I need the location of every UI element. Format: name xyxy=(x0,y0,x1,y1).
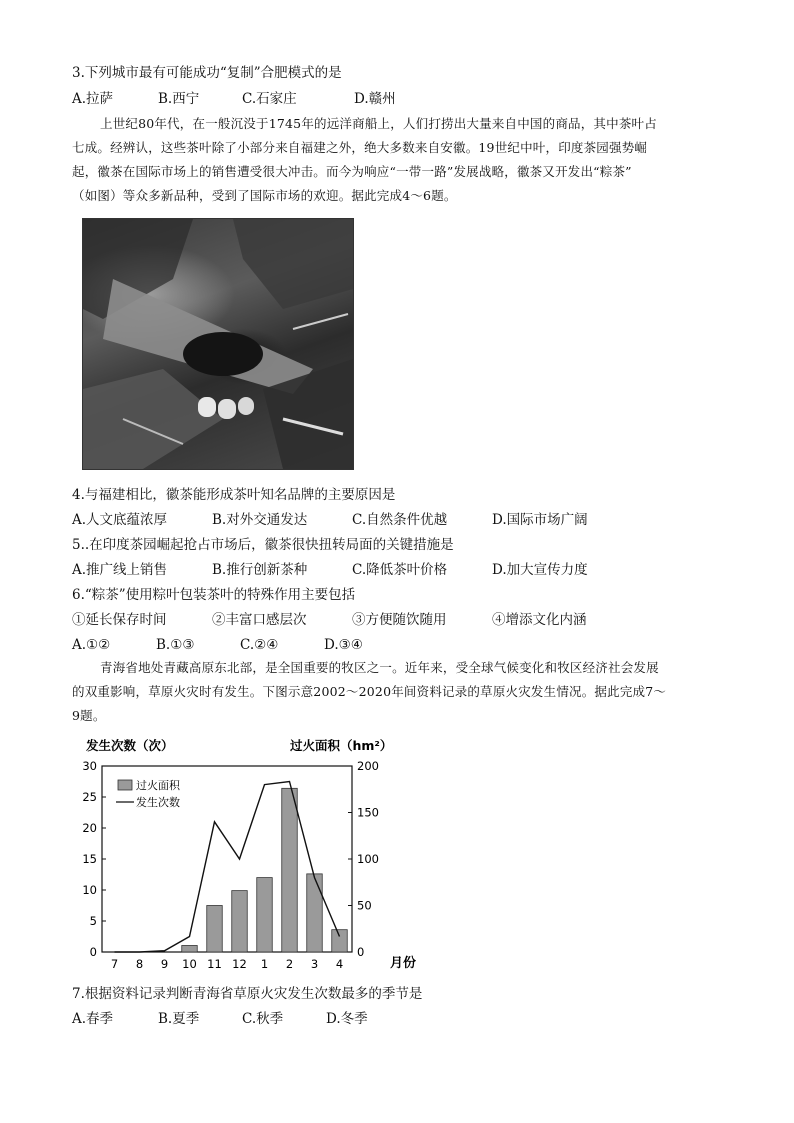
q6-item-4: ④增添文化内涵 xyxy=(492,612,587,628)
passage-qinghai-line-1: 青海省地处青藏高原东北部，是全国重要的牧区之一。近年来，受全球气候变化和牧区经济社会发展 xyxy=(100,660,659,675)
right-tick-label: 150 xyxy=(357,805,379,820)
passage-qinghai-line-3: 9题。 xyxy=(72,708,106,723)
fire-chart xyxy=(72,734,432,974)
q6-options xyxy=(72,636,363,654)
q4-option-d: D.国际市场广阔 xyxy=(492,512,588,528)
zong-tea-photo xyxy=(82,218,354,470)
bar-burned-area xyxy=(332,930,348,952)
x-tick-label: 9 xyxy=(160,957,169,971)
q6-item-1: ①延长保存时间 xyxy=(72,612,167,628)
q3-option-d: D.赣州 xyxy=(354,91,396,107)
passage-tea-line-1: 上世纪80年代，在一般沉没于1745年的远洋商船上，人们打捞出大量来自中国的商品，其中茶叶占 xyxy=(100,116,657,131)
q4-option-b: B.对外交通发达 xyxy=(212,512,308,528)
q7-option-b: B.夏季 xyxy=(158,1011,200,1027)
q5-stem: 5..在印度茶园崛起抢占市场后，徽茶很快扭转局面的关键措施是 xyxy=(72,537,454,553)
q3-options xyxy=(72,90,396,108)
right-axis-title: 过火面积（hm²） xyxy=(290,738,393,753)
left-tick-label: 30 xyxy=(82,759,97,773)
right-tick-label: 100 xyxy=(357,852,379,866)
x-tick-label: 2 xyxy=(285,957,294,971)
q4-option-c: C.自然条件优越 xyxy=(352,512,448,528)
bar-burned-area xyxy=(282,788,298,952)
q5-option-c: C.降低茶叶价格 xyxy=(352,562,448,578)
chart-bars xyxy=(182,788,348,952)
q7-option-a: A.春季 xyxy=(72,1011,114,1027)
passage-tea-line-4: （如图）等众多新品种，受到了国际市场的欢迎。据此完成4～6题。 xyxy=(72,188,457,203)
x-tick-label: 1 xyxy=(260,957,269,971)
q7-option-d: D.冬季 xyxy=(326,1011,368,1027)
bar-burned-area xyxy=(182,945,198,952)
zong-tea-photo-drawing xyxy=(83,219,353,469)
left-tick-label: 15 xyxy=(82,852,97,866)
right-tick-label: 0 xyxy=(357,945,365,959)
q6-option-a: A.①② xyxy=(72,637,111,653)
q6-option-b: B.①③ xyxy=(156,637,195,653)
q5-option-b: B.推行创新茶种 xyxy=(212,562,308,578)
x-tick-label: 12 xyxy=(232,957,247,971)
passage-qinghai-line-2: 的双重影响，草原火灾时有发生。下图示意2002～2020年间资料记录的草原火灾发生情况。据此完成7～ xyxy=(72,684,667,699)
x-tick-label: 4 xyxy=(335,957,344,971)
passage-qinghai xyxy=(72,656,722,728)
right-tick-label: 200 xyxy=(357,759,379,773)
chart-legend xyxy=(116,778,181,809)
q4-options xyxy=(72,511,588,529)
x-tick-label: 11 xyxy=(207,957,222,971)
q4-option-a: A.人文底蕴浓厚 xyxy=(72,512,168,528)
q7-option-c: C.秋季 xyxy=(242,1011,284,1027)
x-axis-title: 月份 xyxy=(390,956,417,971)
right-tick-label: 50 xyxy=(357,898,372,913)
q3-option-a: A.拉萨 xyxy=(72,91,114,107)
q6-item-3: ③方便随饮随用 xyxy=(352,612,447,628)
q3-option-c: C.石家庄 xyxy=(242,91,297,107)
passage-tea xyxy=(72,112,722,208)
left-tick-label: 25 xyxy=(82,790,97,804)
left-tick-label: 5 xyxy=(89,914,97,928)
legend-line-label: 发生次数 xyxy=(136,796,180,809)
q7-options xyxy=(72,1010,368,1028)
left-tick-label: 10 xyxy=(82,883,97,897)
left-axis-title: 发生次数（次） xyxy=(86,738,174,753)
q5-option-d: D.加大宣传力度 xyxy=(492,562,588,578)
left-tick-label: 20 xyxy=(82,821,97,835)
q6-option-c: C.②④ xyxy=(240,637,279,653)
x-tick-label: 8 xyxy=(135,957,144,971)
x-tick-label: 7 xyxy=(110,957,119,971)
legend-bar-label: 过火面积 xyxy=(136,779,180,792)
x-tick-label: 3 xyxy=(310,957,319,971)
bar-burned-area xyxy=(257,878,273,952)
q5-options xyxy=(72,561,588,579)
bar-burned-area xyxy=(207,906,223,953)
q4-stem: 4.与福建相比，徽茶能形成茶叶知名品牌的主要原因是 xyxy=(72,487,396,503)
q6-item-2: ②丰富口感层次 xyxy=(212,612,307,628)
passage-tea-line-3: 起，徽茶在国际市场上的销售遭受很大冲击。而今为响应“一带一路”发展战略，徽茶又开发出“粽茶” xyxy=(72,164,632,179)
bar-burned-area xyxy=(232,891,248,952)
x-tick-label: 10 xyxy=(182,957,197,971)
q6-stem: 6.“粽茶”使用粽叶包装茶叶的特殊作用主要包括 xyxy=(72,587,356,603)
q6-option-d: D.③④ xyxy=(324,637,363,653)
q3-stem: 3.下列城市最有可能成功“复制”合肥模式的是 xyxy=(72,65,342,81)
q5-option-a: A.推广线上销售 xyxy=(72,562,168,578)
legend-bar-swatch xyxy=(118,780,132,790)
bar-burned-area xyxy=(307,874,323,952)
q3-option-b: B.西宁 xyxy=(158,91,200,107)
left-tick-label: 0 xyxy=(89,945,97,959)
q6-items xyxy=(72,611,587,629)
passage-tea-line-2: 七成。经辨认，这些茶叶除了小部分来自福建之外，绝大多数来自安徽。19世纪中叶，印度茶园强势崛 xyxy=(72,140,648,155)
q7-stem: 7.根据资料记录判断青海省草原火灾发生次数最多的季节是 xyxy=(72,986,423,1002)
